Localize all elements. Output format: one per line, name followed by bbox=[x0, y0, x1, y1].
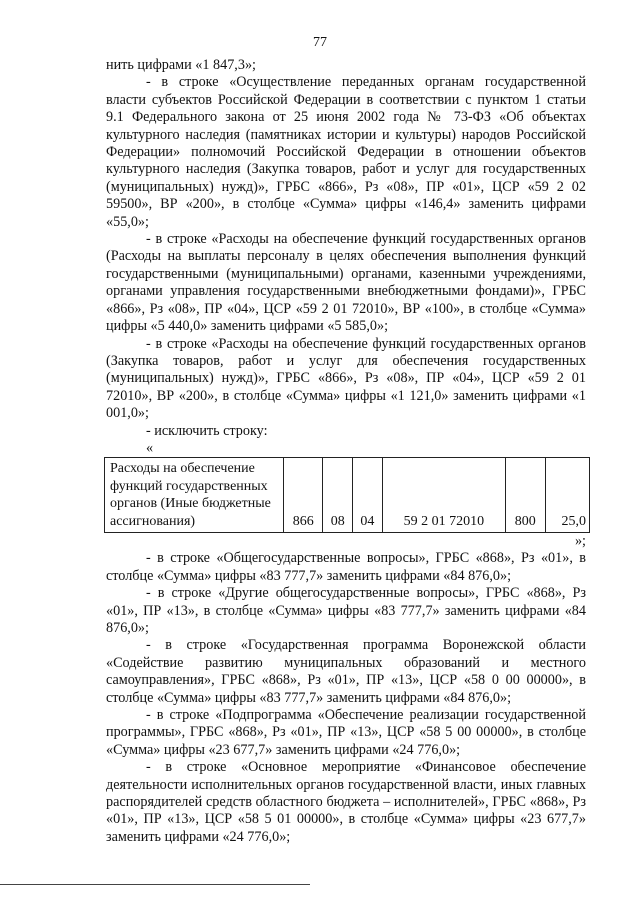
paragraph: - в строке «Осуществление переданных органам государственной власти субъектов Российской Федерации в соответствии с пунктом 1 статьи 9.1 Федерального закона от 25 июня 2002 года № 73-ФЗ «Об объектах культурного наследия (памятниках истории и культуры) народов Российской Федерации» полномочий Российской Федерации в отношении объектов культурного наследия (Закупка товаров, работ и услуг для государственных (муниципальных) нужд)», ГРБС «866», Рз «08», ПР «01», ЦСР «59 2 02 59500», ВР «200», в столбце «Сумма» цифры «146,4» заменить цифрами «55,0»; bbox=[106, 74, 586, 230]
row-rz: 08 bbox=[323, 458, 353, 533]
close-quote: »; bbox=[574, 532, 586, 549]
paragraph: - в строке «Государственная программа Воронежской области «Содействие развитию муниципальных образований и местного самоуправления», ГРБС «868», Рз «01», ПР «13», ЦСР «58 0 00 00000», в столбце «Сумма» цифры «83 777,7» заменить цифрами «84 876,0»; bbox=[106, 637, 586, 706]
row-grbs: 866 bbox=[284, 458, 323, 533]
row-name: Расходы на обеспечение функций государственных органов (Иные бюджетные ассигнования) bbox=[105, 458, 284, 533]
paragraph: - в строке «Расходы на обеспечение функций государственных органов (Расходы на выплаты персоналу в целях обеспечения выполнения функций государственными (муниципальными) органами, казенными учреждениями, органами управления государственными внебюджетными фондами)», ГРБС «866», Рз «08», ПР «04», ЦСР «59 2 01 72010», ВР «100», в столбце «Сумма» цифры «5 440,0» заменить цифрами «5 585,0»; bbox=[106, 231, 586, 335]
footer-divider bbox=[0, 884, 310, 885]
paragraph: - в строке «Расходы на обеспечение функций государственных органов (Закупка товаров, работ и услуг для обеспечения государственных (муниципальных) нужд)», ГРБС «866», Рз «08», ПР «04», ЦСР «59 2 01 72010», ВР «200», в столбце «Сумма» цифры «1 121,0» заменить цифрами «1 001,0»; bbox=[106, 335, 586, 422]
paragraph: нить цифрами «1 847,3»; bbox=[106, 57, 256, 73]
document-body bbox=[106, 57, 586, 846]
paragraph: - в строке «Подпрограмма «Обеспечение реализации государственной программы», ГРБС «868», Рз «01», ПР «13», ЦСР «58 5 00 00000», в столбце «Сумма» цифры «23 677,7» заменить цифрами «24 776,0»; bbox=[106, 707, 586, 758]
row-csr: 59 2 01 72010 bbox=[382, 458, 505, 533]
paragraph: - в строке «Другие общегосударственные вопросы», ГРБС «868», Рз «01», ПР «13», в столбце «Сумма» цифры «83 777,7» заменить цифрами «84 876,0»; bbox=[106, 585, 586, 636]
paragraph: - исключить строку: bbox=[146, 422, 268, 439]
row-pr: 04 bbox=[353, 458, 383, 533]
page-number: 77 bbox=[313, 35, 327, 50]
row-sum: 25,0 bbox=[545, 458, 589, 533]
open-quote: « bbox=[146, 439, 154, 456]
paragraph: - в строке «Общегосударственные вопросы», ГРБС «868», Рз «01», в столбце «Сумма» цифры «83 777,7» заменить цифрами «84 876,0»; bbox=[106, 550, 586, 584]
row-vr: 800 bbox=[506, 458, 545, 533]
table-row bbox=[105, 458, 590, 533]
excluded-row-table bbox=[104, 457, 590, 533]
paragraph: - в строке «Основное мероприятие «Финансовое обеспечение деятельности исполнительных органов государственной власти, иных главных распорядителей средств областного бюджета – исполнителей», ГРБС «868», Рз «01», ПР «13», ЦСР «58 5 01 00000», в столбце «Сумма» цифры «23 677,7» заменить цифрами «24 776,0»; bbox=[106, 759, 586, 845]
